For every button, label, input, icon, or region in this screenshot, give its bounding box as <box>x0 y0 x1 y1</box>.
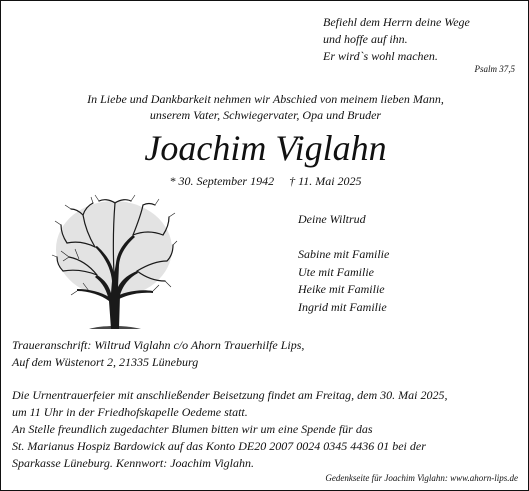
psalm-line: und hoffe auf ihn. <box>323 32 408 46</box>
ceremony-line: Die Urnentrauerfeier mit anschließender Beisetzung findet am Freitag, dem 30. Mai 2025, <box>12 388 448 402</box>
spacer <box>298 229 389 247</box>
mourning-address <box>12 337 304 371</box>
death-date: † 11. Mai 2025 <box>289 174 362 188</box>
memorial-page-link[interactable]: Gedenkseite für Joachim Viglahn: www.ahorn-lips.de <box>325 473 518 483</box>
ceremony-info <box>12 387 447 421</box>
intro-text <box>1 91 529 123</box>
ceremony-line: um 11 Uhr in der Friedhofskapelle Oedeme statt. <box>12 405 248 419</box>
donation-info <box>12 421 426 472</box>
psalm-quote <box>323 14 470 65</box>
intro-line: unserem Vater, Schwiegervater, Opa und Bruder <box>149 108 382 122</box>
deceased-name: Joachim Viglahn <box>144 128 387 168</box>
donation-line: St. Marianus Hospiz Bardowick auf das Konto DE20 2007 0024 0345 4436 01 bei der <box>12 439 426 453</box>
intro-line: In Liebe und Dankbarkeit nehmen wir Abschied von meinem lieben Mann, <box>87 92 444 106</box>
mourners-list <box>298 211 389 316</box>
spouse-name: Deine Wiltrud <box>298 212 366 226</box>
donation-line: Sparkasse Lüneburg. Kennwort: Joachim Viglahn. <box>12 456 254 470</box>
psalm-line: Befiehl dem Herrn deine Wege <box>323 15 470 29</box>
psalm-line: Er wird`s wohl machen. <box>323 49 438 63</box>
tree-icon <box>49 191 179 331</box>
psalm-reference: Psalm 37,5 <box>474 64 515 74</box>
address-line: Auf dem Wüstenort 2, 21335 Lüneburg <box>12 355 199 369</box>
address-line: Traueranschrift: Wiltrud Viglahn c/o Ahorn Trauerhilfe Lips, <box>12 338 305 352</box>
mourner-item: Sabine mit Familie <box>298 247 390 261</box>
mourner-item: Heike mit Familie <box>298 282 385 296</box>
life-dates <box>1 173 529 189</box>
mourner-item: Ute mit Familie <box>298 264 374 279</box>
mourner-item: Ingrid mit Familie <box>298 299 387 314</box>
donation-line: An Stelle freundlich zugedachter Blumen bitten wir um eine Spende für das <box>12 422 373 436</box>
birth-date: * 30. September 1942 <box>169 174 275 188</box>
